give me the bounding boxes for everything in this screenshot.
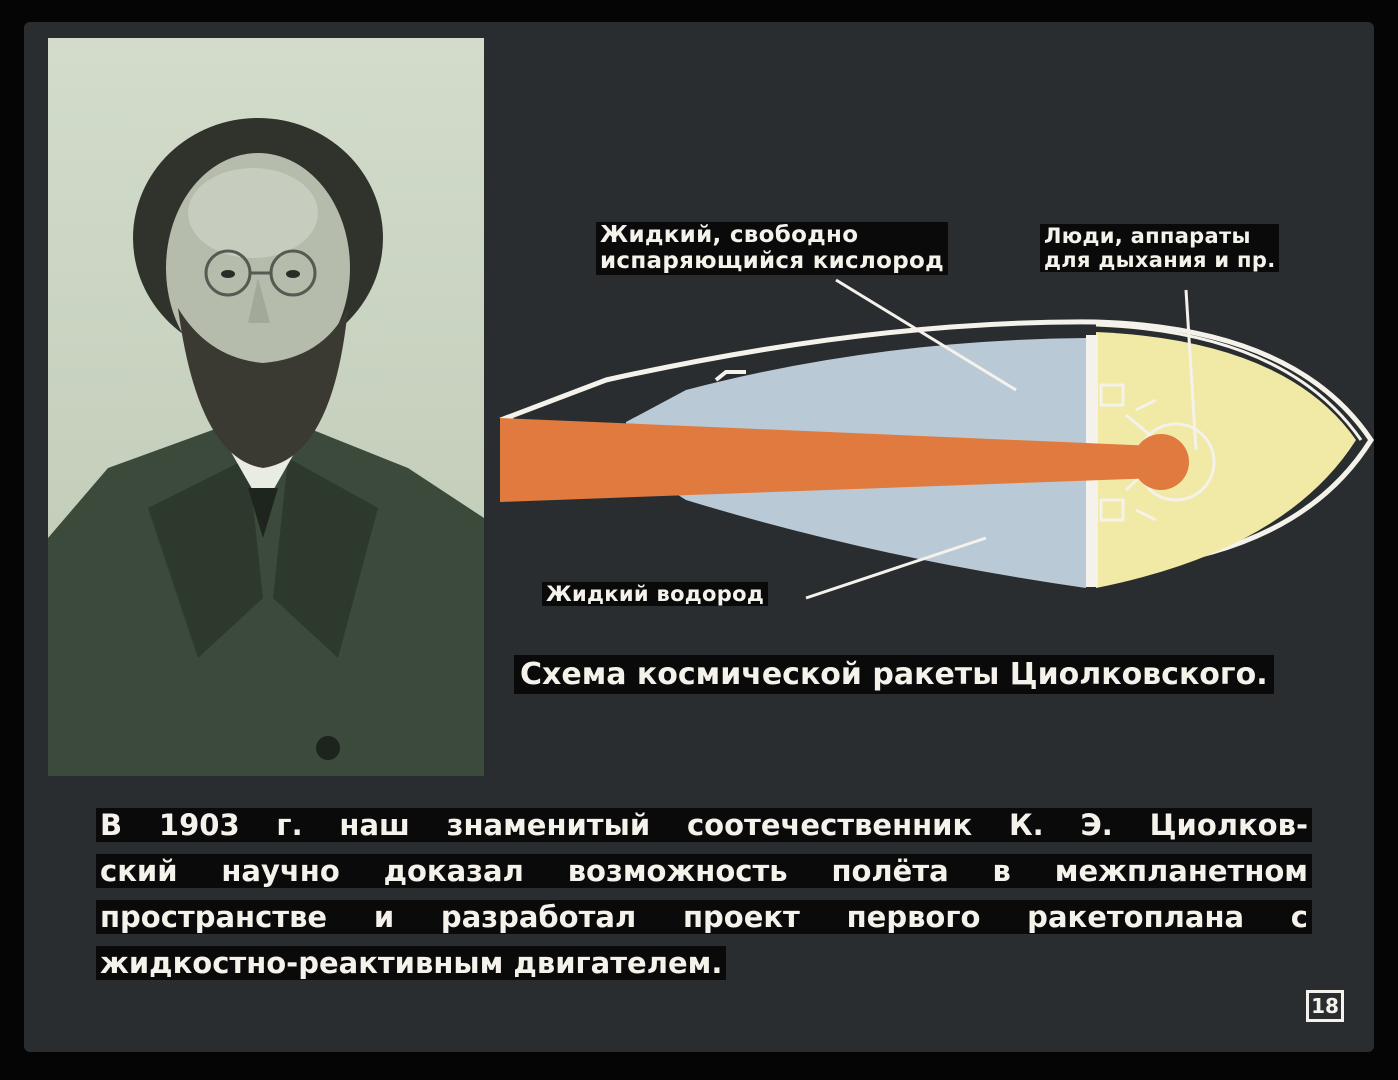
label-people-equipment: Люди, аппараты для дыхания и пр. [1040, 224, 1279, 272]
label-liquid-oxygen: Жидкий, свободно испаряющийся кислород [596, 222, 948, 275]
body-line: ский научно доказал возможность полёта в межпланетном [96, 848, 1312, 894]
body-line: пространстве и разработал проект первого ракетоплана с [96, 894, 1312, 940]
diagram-caption: Схема космической ракеты Циолковского. [514, 655, 1274, 694]
body-line: В 1903 г. наш знаменитый соотечественник К. Э. Циолков- [96, 802, 1312, 848]
label-liquid-hydrogen: Жидкий водород [542, 582, 768, 606]
portrait-photo [48, 38, 484, 776]
page-number: 18 [1306, 990, 1344, 1022]
body-line: жидкостно-реактивным двигателем. [96, 940, 1312, 986]
body-paragraph [96, 802, 1312, 986]
